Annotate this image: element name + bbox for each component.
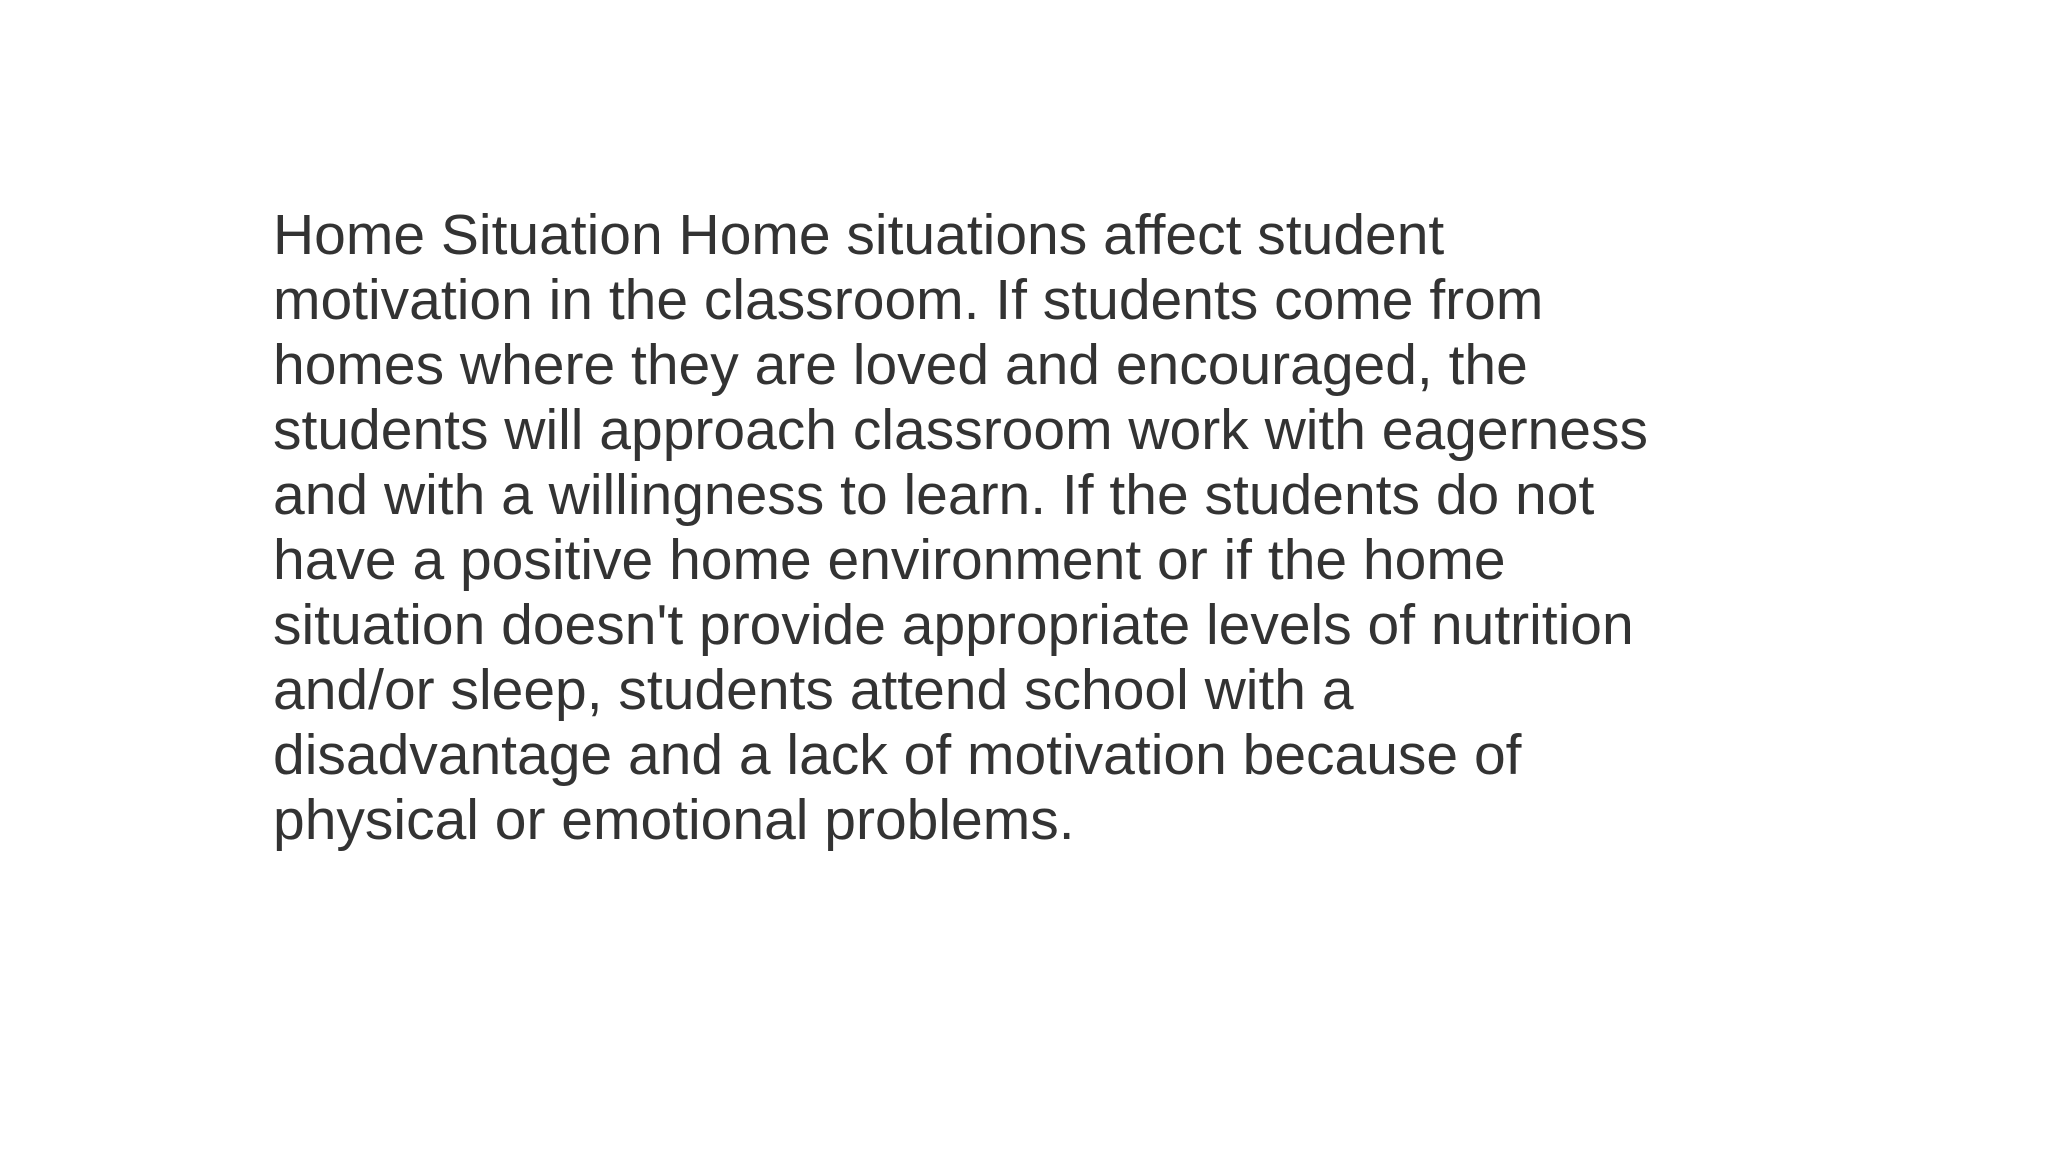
text-line: situation doesn't provide appropriate levels of nutrition — [273, 593, 1634, 657]
slide-body-text — [273, 203, 1773, 853]
text-line: physical or emotional problems. — [273, 788, 1075, 852]
text-line: have a positive home environment or if the home — [273, 528, 1506, 592]
text-line: students will approach classroom work with eagerness — [273, 398, 1648, 462]
text-line: homes where they are loved and encouraged, the — [273, 333, 1528, 397]
text-line: and with a willingness to learn. If the students do not — [273, 463, 1595, 527]
text-line: and/or sleep, students attend school with a — [273, 658, 1354, 722]
text-line: Home Situation Home situations affect student — [273, 203, 1445, 267]
text-line: disadvantage and a lack of motivation because of — [273, 723, 1522, 787]
text-line: motivation in the classroom. If students come from — [273, 268, 1544, 332]
